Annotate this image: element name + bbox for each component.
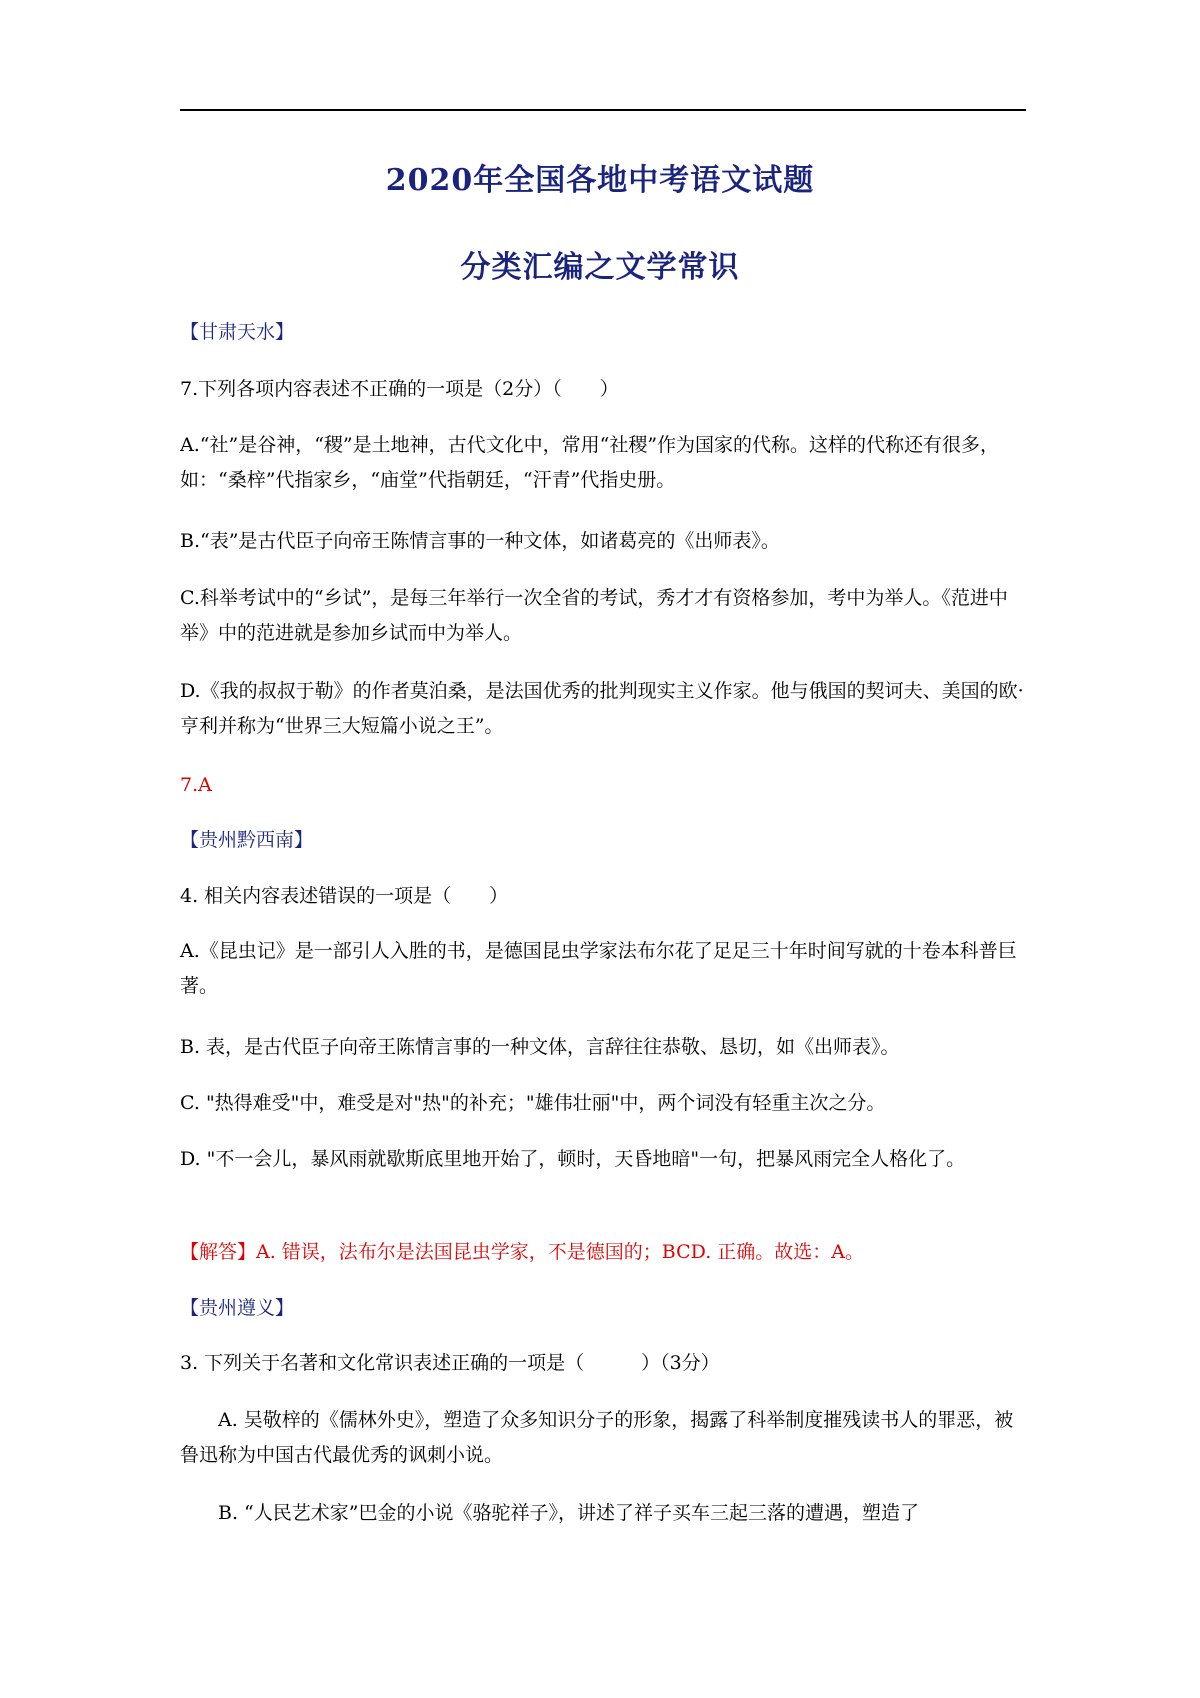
document-title: 2020年全国各地中考语文试题 (385, 163, 815, 198)
section-heading: 【贵州遵义】 (180, 1297, 295, 1319)
option-a: A.《昆虫记》是一部引人入胜的书，是德国昆虫学家法布尔花了足足三十年时间写就的十卷本科普巨著。 (180, 940, 1017, 997)
option-d: D. "不一会儿，暴风雨就歇斯底里地开始了，顿时，天昏地暗"一句，把暴风雨完全人格化了。 (180, 1148, 966, 1170)
section-heading: 【贵州黔西南】 (180, 829, 314, 851)
question-text: 3. 下列关于名著和文化常识表述正确的一项是（ ）（3分） (180, 1352, 720, 1374)
answer-text: 7.A (180, 774, 212, 796)
question-text: 4. 相关内容表述错误的一项是（ ） (180, 885, 509, 907)
option-a: A.“社”是谷神，“稷”是土地神，古代文化中，常用“社稷”作为国家的代称。这样的代称还有很多，如：“桑梓”代指家乡，“庙堂”代指朝廷，“汗青”代指史册。 (180, 434, 1000, 491)
option-b: B. “人民艺术家”巴金的小说《骆驼祥子》，讲述了祥子买车三起三落的遭遇，塑造了 (218, 1502, 919, 1524)
header-rule (180, 109, 1026, 111)
option-a: A. 吴敬梓的《儒林外史》，塑造了众多知识分子的形象，揭露了科举制度摧残读书人的罪恶，被鲁迅称为中国古代最优秀的讽刺小说。 (180, 1409, 1014, 1466)
question-text: 7.下列各项内容表述不正确的一项是（2分）（ ） (180, 378, 619, 400)
answer-text: 【解答】A. 错误，法布尔是法国昆虫学家，不是德国的；BCD. 正确。故选：A。 (180, 1241, 865, 1263)
document-subtitle: 分类汇编之文学常识 (460, 250, 740, 285)
option-b: B. 表，是古代臣子向帝王陈情言事的一种文体，言辞往往恭敬、恳切，如《出师表》。 (180, 1036, 900, 1058)
option-c: C.科举考试中的“乡试”，是每三年举行一次全省的考试，秀才才有资格参加，考中为举人。《范进中举》中的范进就是参加乡试而中为举人。 (180, 587, 1008, 644)
option-d: D.《我的叔叔于勒》的作者莫泊桑，是法国优秀的批判现实主义作家。他与俄国的契诃夫、美国的欧·亨利并称为“世界三大短篇小说之王”。 (180, 680, 1024, 737)
section-heading: 【甘肃天水】 (180, 321, 295, 343)
option-b: B.“表”是古代臣子向帝王陈情言事的一种文体，如诸葛亮的《出师表》。 (180, 530, 780, 552)
option-c: C. "热得难受"中，难受是对"热"的补充；"雄伟壮丽"中，两个词没有轻重主次之分。 (180, 1092, 886, 1114)
